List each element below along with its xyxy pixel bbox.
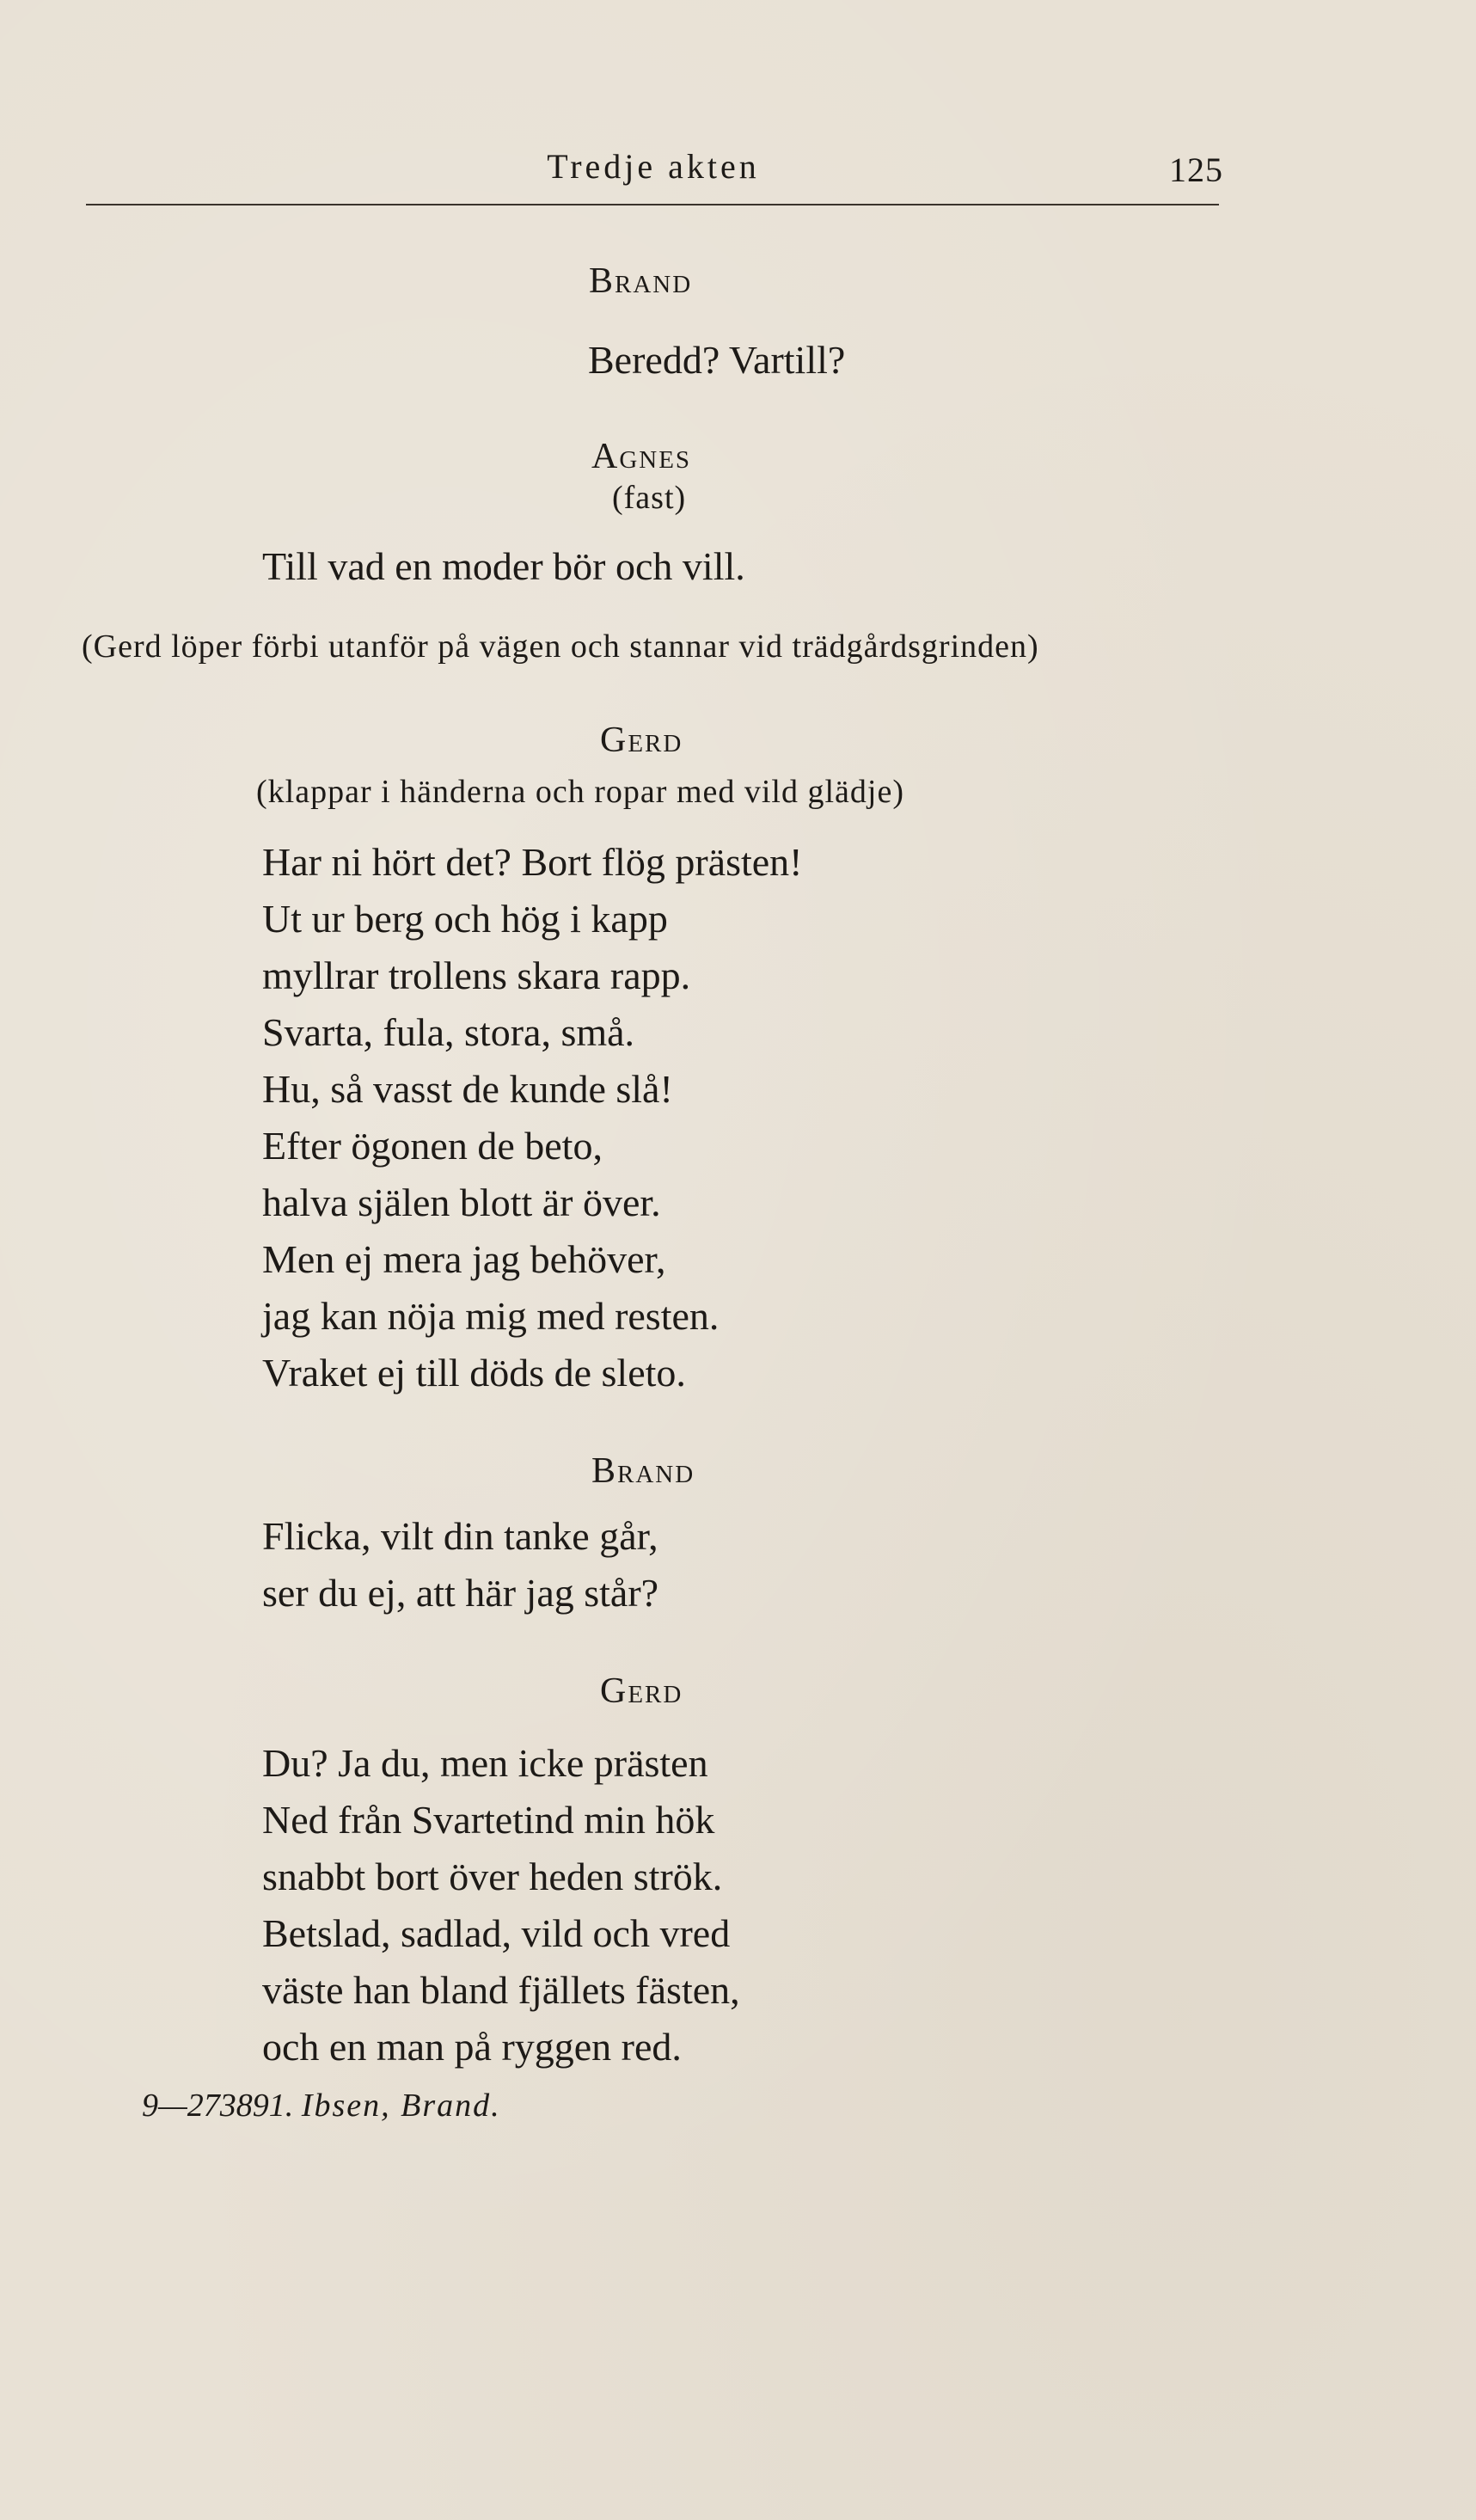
signature-number: 9—273891. bbox=[142, 2088, 294, 2124]
verse-line: Du? Ja du, men icke prästen bbox=[262, 1741, 708, 1785]
verse-line: Vraket ej till döds de sleto. bbox=[262, 1351, 686, 1395]
verse-line: Hu, så vasst de kunde slå! bbox=[262, 1067, 673, 1111]
running-head bbox=[0, 146, 1476, 198]
verse-line: myllrar trollens skara rapp. bbox=[262, 953, 691, 997]
verse-line: Men ej mera jag behöver, bbox=[262, 1237, 666, 1281]
verse-line: Till vad en moder bör och vill. bbox=[262, 544, 745, 588]
verse-line: Flicka, vilt din tanke går, bbox=[262, 1514, 658, 1558]
page-number: 125 bbox=[1169, 150, 1223, 189]
running-title: Tredje akten bbox=[547, 147, 760, 186]
header-rule bbox=[86, 204, 1219, 205]
stage-direction: (Gerd löper förbi utanför på vägen och stannar vid trädgårdsgrinden) bbox=[82, 628, 1039, 665]
stage-direction: (fast) bbox=[612, 480, 687, 516]
verse-line: jag kan nöja mig med resten. bbox=[262, 1294, 720, 1338]
speaker-brand: Brand bbox=[591, 1451, 695, 1491]
verse-line: snabbt bort över heden strök. bbox=[262, 1855, 723, 1898]
verse-line: Efter ögonen de beto, bbox=[262, 1124, 603, 1168]
speaker-agnes: Agnes bbox=[591, 437, 692, 476]
verse-line: och en man på ryggen red. bbox=[262, 2025, 682, 2069]
verse-line: Betslad, sadlad, vild och vred bbox=[262, 1911, 731, 1955]
verse-line: Ut ur berg och hög i kapp bbox=[262, 897, 668, 941]
verse-line: halva själen blott är över. bbox=[262, 1180, 661, 1224]
verse-line: Beredd? Vartill? bbox=[588, 338, 846, 382]
stage-direction: (klappar i händerna och ropar med vild glädje) bbox=[256, 774, 904, 810]
verse-line: Svarta, fula, stora, små. bbox=[262, 1010, 635, 1054]
speaker-brand: Brand bbox=[589, 261, 693, 301]
verse-line: väste han bland fjällets fästen, bbox=[262, 1968, 740, 2012]
verse-line: Ned från Svartetind min hök bbox=[262, 1798, 715, 1842]
signature-title: Ibsen, Brand. bbox=[301, 2088, 501, 2124]
printer-signature bbox=[142, 2089, 501, 2122]
verse-line: Har ni hört det? Bort flög prästen! bbox=[262, 840, 803, 884]
speaker-gerd: Gerd bbox=[600, 720, 683, 760]
verse-line: ser du ej, att här jag står? bbox=[262, 1571, 659, 1615]
speaker-gerd: Gerd bbox=[600, 1671, 683, 1711]
